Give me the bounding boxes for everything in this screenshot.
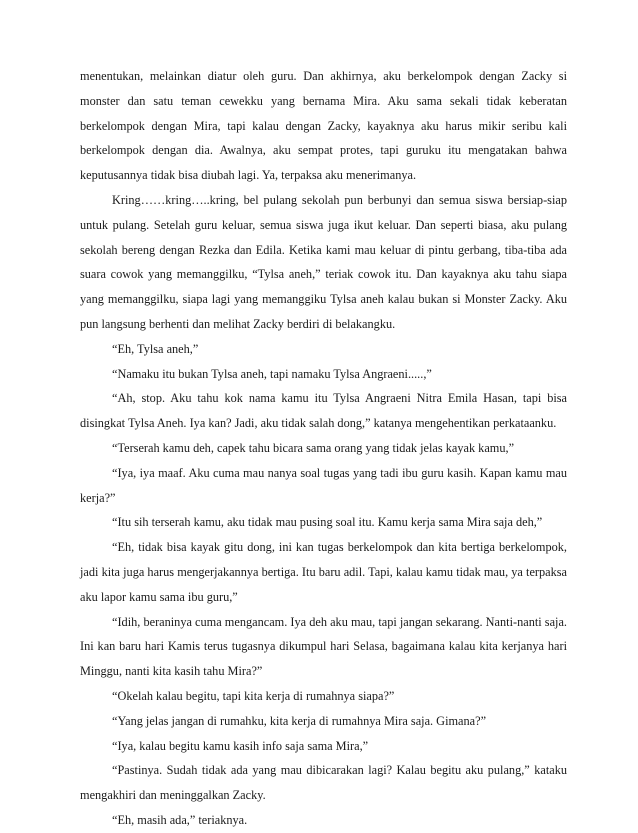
dialogue-line: “Eh, Tylsa aneh,”	[112, 341, 199, 356]
paragraph: menentukan, melainkan diatur oleh guru. Dan akhirnya, aku berkelompok dengan Zacky si monster dan satu teman cewekku yang bernama Mira. Aku sama sekali tidak keberatan berkelompok dengan Mira, tapi kalau dengan Zacky, kayaknya aku harus mikir seribu kali berkelompok dengan dia. Awalnya, aku sempat protes, tapi guruku itu mengatakan bahwa keputusannya tidak bisa diubah lagi. Ya, terpaksa aku menerimanya.	[80, 69, 567, 183]
document-page	[80, 64, 567, 833]
dialogue-line: “Iya, kalau begitu kamu kasih info saja sama Mira,”	[112, 738, 369, 753]
dialogue-line: “Yang jelas jangan di rumahku, kita kerja di rumahnya Mira saja. Gimana?”	[112, 713, 487, 728]
dialogue-line: “Itu sih terserah kamu, aku tidak mau pusing soal itu. Kamu kerja sama Mira saja deh,”	[112, 515, 543, 530]
dialogue-line: “Terserah kamu deh, capek tahu bicara sama orang yang tidak jelas kayak kamu,”	[112, 440, 515, 455]
dialogue-line: “Ah, stop. Aku tahu kok nama kamu itu Tylsa Angraeni Nitra Emila Hasan, tapi bisa disingkat Tylsa Aneh. Iya kan? Jadi, aku tidak salah dong,” katanya mengehentikan perkataanku.	[80, 391, 567, 431]
dialogue-line: “Namaku itu bukan Tylsa aneh, tapi namaku Tylsa Angraeni.....,”	[112, 366, 432, 381]
dialogue-line: “Idih, beraninya cuma mengancam. Iya deh aku mau, tapi jangan sekarang. Nanti-nanti saja. Ini kan baru hari Kamis terus tugasnya dikumpul hari Selasa, bagaimana kalau kita kerjanya hari Minggu, nanti kita kasih tahu Mira?”	[80, 614, 567, 679]
dialogue-line: “Eh, masih ada,” teriaknya.	[112, 812, 248, 827]
dialogue-line: “Iya, iya maaf. Aku cuma mau nanya soal tugas yang tadi ibu guru kasih. Kapan kamu mau kerja?”	[80, 465, 567, 505]
dialogue-line: “Pastinya. Sudah tidak ada yang mau dibicarakan lagi? Kalau begitu aku pulang,” kataku mengakhiri dan meninggalkan Zacky.	[80, 763, 567, 803]
paragraph: Kring……kring…..kring, bel pulang sekolah pun berbunyi dan semua siswa bersiap-siap untuk pulang. Setelah guru keluar, semua siswa juga ikut keluar. Dan seperti biasa, aku pulang sekolah bereng dengan Rezka dan Edila. Ketika kami mau keluar di pintu gerbang, tiba-tiba ada suara cowok yang memanggilku, “Tylsa aneh,” teriak cowok itu. Dan kayaknya aku tahu siapa yang memanggilku, siapa lagi yang memanggiku Tylsa aneh kalau bukan si Monster Zacky. Aku pun langsung berhenti dan melihat Zacky berdiri di belakangku.	[80, 192, 567, 331]
dialogue-line: “Eh, tidak bisa kayak gitu dong, ini kan tugas berkelompok dan kita bertiga berkelompok, jadi kita juga harus mengerjakannya bertiga. Itu baru adil. Tapi, kalau kamu tidak mau, ya terpaksa aku lapor kamu sama ibu guru,”	[80, 540, 567, 604]
dialogue-line: “Okelah kalau begitu, tapi kita kerja di rumahnya siapa?”	[112, 688, 395, 703]
